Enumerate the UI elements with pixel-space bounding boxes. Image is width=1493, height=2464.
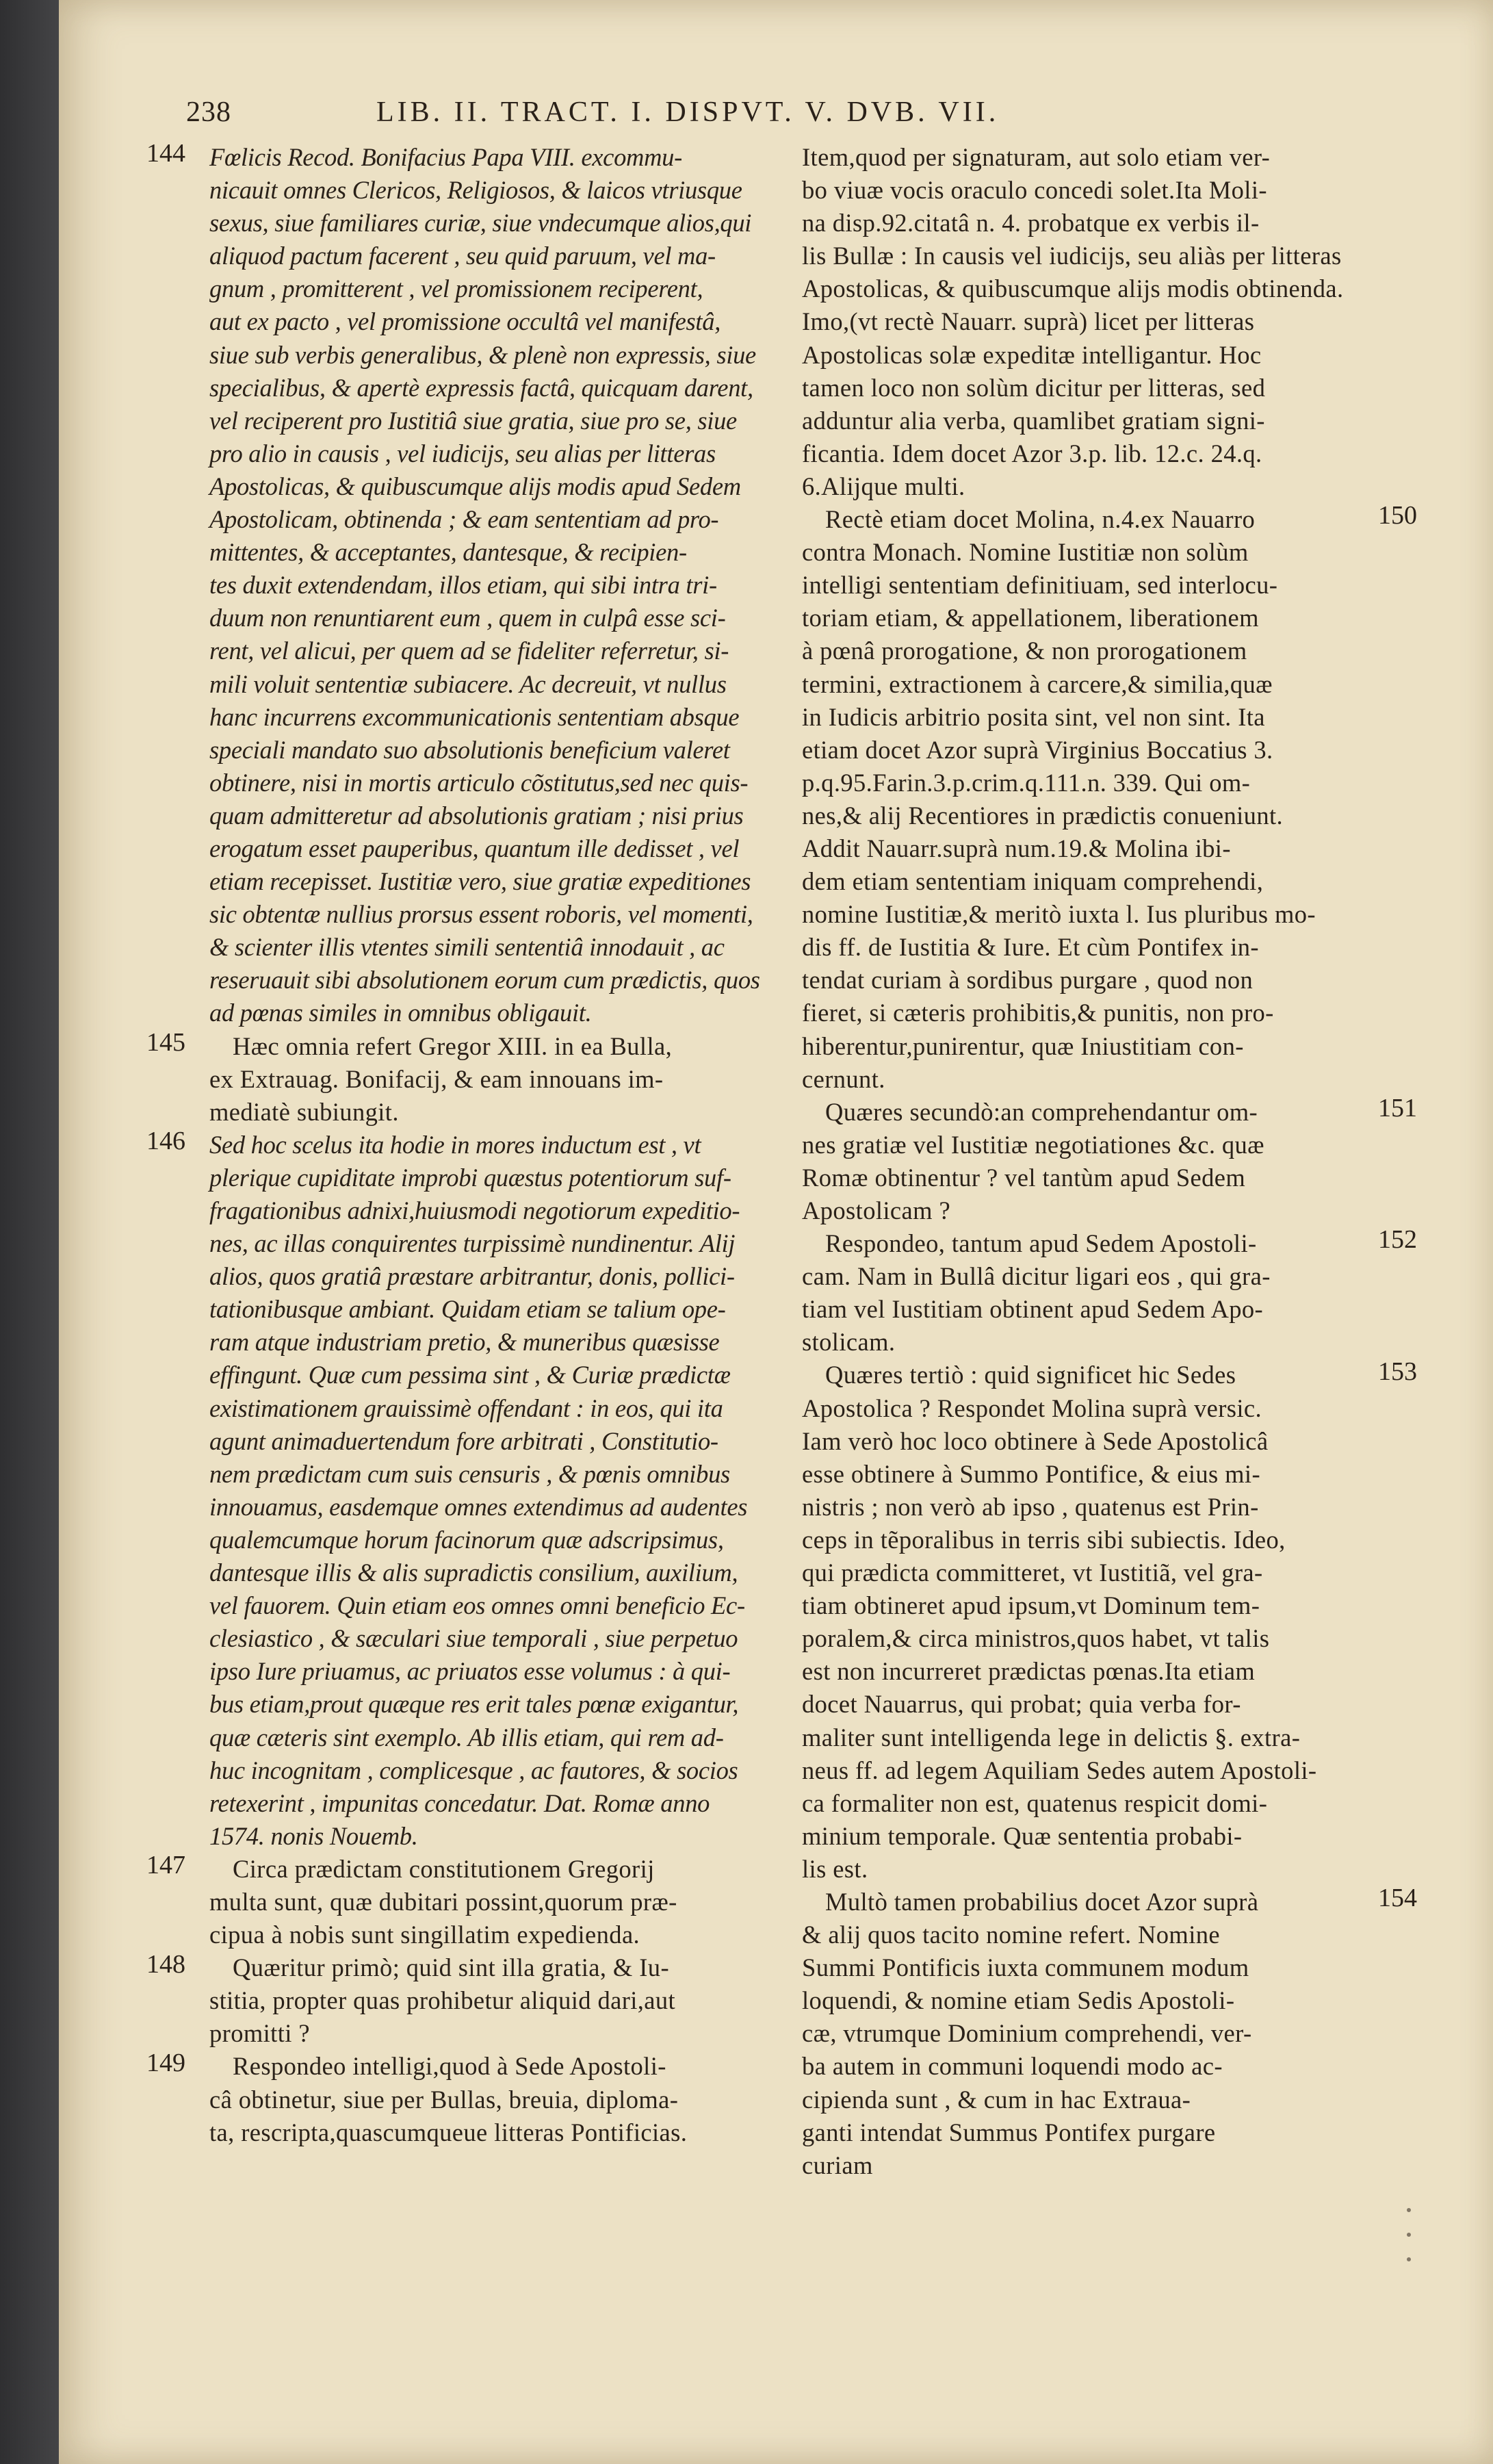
paragraph [802, 1886, 1440, 2182]
text-line: ganti intendat Summus Pontifex purgare [802, 2118, 1216, 2146]
text-line: ficantia. Idem docet Azor 3.p. lib. 12.c. 24.q. [802, 439, 1262, 467]
text-line: mili voluit sententiæ subiacere. Ac decreuit, vt nullus [209, 669, 727, 698]
margin-mark [1407, 2257, 1411, 2261]
text-line: qui prædicta committeret, vt Iustitiã, vel gra- [802, 1558, 1263, 1587]
text-line: Respondeo, tantum apud Sedem Apostoli- [825, 1229, 1257, 1258]
text-line: tationibusque ambiant. Quidam etiam se talium ope- [209, 1295, 726, 1324]
text-line: ba autem in communi loquendi modo ac- [802, 2052, 1223, 2081]
text-line: cernunt. [802, 1064, 885, 1093]
text-line: pro alio in causis , vel iudicijs, seu alias per litteras [209, 439, 716, 467]
text-line: Apostolicam, obtinenda ; & eam sententiam ad pro- [209, 505, 719, 534]
text-line: quam admitteretur ad absolutionis gratiam ; nisi prius [209, 801, 744, 830]
text-line: na disp.92.citatâ n. 4. probatque ex verbis il- [802, 209, 1260, 238]
text-line: promitti ? [209, 2019, 310, 2048]
text-line: ta, rescripta,quascumqueue litteras Pontificias. [209, 2118, 688, 2146]
text-line: Item,quod per signaturam, aut solo etiam ver- [802, 143, 1271, 171]
text-line: Quæres secundò:an comprehendantur om- [825, 1097, 1258, 1126]
book-gutter [0, 0, 59, 2464]
text-line: vel reciperent pro Iustitiâ siue gratia, siue pro se, siue [209, 406, 737, 435]
text-line: Quæritur primò; quid sint illa gratia, & Iu- [233, 1953, 670, 1982]
paragraph [802, 1359, 1440, 1886]
text-line: tes duxit extendendam, illos etiam, qui sibi intra tri- [209, 571, 717, 600]
text-line: clesiastico , & sæculari siue temporali , siue perpetuo [209, 1624, 738, 1653]
paragraph [209, 1129, 836, 1853]
margin-number: 149 [146, 2048, 185, 2077]
text-line: maliter sunt intelligenda lege in delictis §. extra- [802, 1723, 1301, 1751]
text-line: vel fauorem. Quin etiam eos omnes omni beneficio Ec- [209, 1591, 745, 1620]
text-line: dantesque illis & alis supradictis consilium, auxilium, [209, 1558, 738, 1587]
text-line: minium temporale. Quæ sententia probabi- [802, 1821, 1243, 1850]
right-column [802, 141, 1440, 2182]
margin-number: 150 [1378, 501, 1417, 530]
text-line: intelligi sententiam definitiuam, sed interlocu- [802, 571, 1278, 600]
text-line: Apostolicas, & quibuscumque alijs modis obtinenda. [802, 274, 1344, 303]
text-line: bus etiam,prout quæque res erit tales pœnæ exigantur, [209, 1690, 739, 1719]
margin-mark [1407, 2208, 1411, 2212]
text-line: aut ex pacto , vel promissione occultâ vel manifestâ, [209, 307, 721, 336]
text-line: aliquod pactum facerent , seu quid paruum, vel ma- [209, 242, 716, 270]
text-line: qualemcumque horum facinorum quæ adscripsimus, [209, 1525, 724, 1554]
text-line: 1574. nonis Nouemb. [209, 1821, 418, 1850]
text-line: Apostolica ? Respondet Molina suprà versic. [802, 1394, 1262, 1422]
text-line: huc incognitam , complicesque , ac fautores, & socios [209, 1756, 738, 1784]
text-line: nomine Iustitiæ,& meritò iuxta l. Ius pluribus mo- [802, 900, 1316, 929]
text-line: nes,& alij Recentiores in prædictis conueniunt. [802, 801, 1284, 830]
text-line: innouamus, easdemque omnes extendimus ad audentes [209, 1492, 748, 1521]
margin-number: 148 [146, 1949, 185, 1979]
text-line: 6.Alijque multi. [802, 472, 965, 500]
text-line: esse obtinere à Summo Pontifice, & eius mi- [802, 1459, 1261, 1488]
text-line: bo viuæ vocis oraculo concedi solet.Ita Moli- [802, 176, 1267, 205]
text-line: dem etiam sententiam iniquam comprehendi, [802, 867, 1264, 896]
text-line: nes, ac illas conquirentes turpissimè nundinentur. Alij [209, 1229, 736, 1258]
text-line: Iam verò hoc loco obtinere à Sede Apostolicâ [802, 1426, 1269, 1455]
paragraph [209, 2050, 836, 2148]
book-page [59, 0, 1493, 2464]
margin-number: 145 [146, 1027, 185, 1057]
text-line: cæ, vtrumque Dominium comprehendi, ver- [802, 2019, 1252, 2048]
text-line: obtinere, nisi in mortis articulo cõstitutus,sed nec quis- [209, 768, 749, 797]
text-line: Quæres tertiò : quid significet hic Sedes [825, 1361, 1236, 1389]
text-line: lis est. [802, 1854, 868, 1883]
text-line: à pœnâ prorogatione, & non prorogationem [802, 637, 1247, 665]
text-line: Rectè etiam docet Molina, n.4.ex Nauarro [825, 505, 1256, 534]
text-line: termini, extractionem à carcere,& similia,quæ [802, 669, 1273, 698]
text-line: Circa prædictam constitutionem Gregorij [233, 1854, 655, 1883]
text-line: docet Nauarrus, qui probat; quia verba for- [802, 1690, 1241, 1719]
text-line: erogatum esset pauperibus, quantum ille dedisset , vel [209, 834, 740, 862]
margin-mark [1407, 2233, 1411, 2237]
text-line: rent, vel alicui, per quem ad se fideliter referretur, si- [209, 637, 729, 665]
text-line: Respondeo intelligi,quod à Sede Apostoli- [233, 2052, 666, 2081]
text-line: duum non renuntiarent eum , quem in culpâ esse sci- [209, 604, 726, 632]
text-line: & alij quos tacito nomine refert. Nomine [802, 1921, 1220, 1949]
text-line: siue sub verbis generalibus, & plenè non expressis, siue [209, 340, 756, 369]
paragraph [209, 1951, 836, 2050]
text-line: existimationem grauissimè offendant : in eos, qui ita [209, 1394, 723, 1422]
text-line: tendat curiam à sordibus purgare , quod non [802, 966, 1254, 994]
left-column [209, 141, 836, 2149]
text-line: contra Monach. Nomine Iustitiæ non solùm [802, 538, 1249, 567]
text-line: fragationibus adnixi,huiusmodi negotiorum expeditio- [209, 1196, 740, 1224]
text-line: mediatè subiungit. [209, 1097, 399, 1126]
text-line: quæ cæteris sint exemplo. Ab illis etiam, qui rem ad- [209, 1723, 724, 1751]
text-line: loquendi, & nomine etiam Sedis Apostoli- [802, 1986, 1235, 2015]
text-line: toriam etiam, & appellationem, liberationem [802, 604, 1259, 632]
margin-number: 151 [1378, 1093, 1417, 1122]
text-line: multa sunt, quæ dubitari possint,quorum præ- [209, 1887, 677, 1916]
text-line: est non incurreret prædictas pœnas.Ita etiam [802, 1657, 1256, 1686]
margin-number: 147 [146, 1851, 185, 1880]
text-line: ceps in tẽporalibus in terris sibi subiectis. Ideo, [802, 1525, 1286, 1554]
page-number: 238 [186, 97, 231, 128]
text-line: plerique cupiditate improbi quæstus potentiorum suf- [209, 1163, 731, 1192]
text-line: reseruauit sibi absolutionem eorum cum prædictis, quos [209, 966, 760, 994]
text-line: specialibus, & apertè expressis factâ, quicquam darent, [209, 373, 753, 402]
text-line: Sed hoc scelus ita hodie in mores inductum est , vt [209, 1130, 701, 1159]
text-line: poralem,& circa ministros,quos habet, vt talis [802, 1624, 1270, 1653]
running-head: LIB. II. TRACT. I. DISPVT. V. DVB. VII. [376, 97, 1000, 128]
text-line: ex Extrauag. Bonifacij, & eam innouans im- [209, 1064, 664, 1093]
paragraph [209, 1853, 836, 1951]
text-line: Multò tamen probabilius docet Azor suprà [825, 1887, 1259, 1916]
text-line: Summi Pontificis iuxta communem modum [802, 1953, 1249, 1982]
text-line: & scienter illis vtentes simili sententiâ innodauit , ac [209, 933, 725, 962]
paragraph [802, 1227, 1440, 1359]
paragraph [802, 503, 1440, 1096]
text-line: alios, quos gratiâ præstare arbitrantur, donis, pollici- [209, 1262, 735, 1291]
paragraph [802, 1096, 1440, 1227]
text-line: nistris ; non verò ab ipso , quatenus est Prin- [802, 1492, 1259, 1521]
text-line: retexerint , impunitas concedatur. Dat. Romæ anno [209, 1788, 710, 1817]
text-line: gnum , promitterent , vel promissionem reciperent, [209, 274, 703, 303]
text-line: lis Bullæ : In causis vel iudicijs, seu aliàs per litteras [802, 242, 1342, 270]
text-line: Fœlicis Recod. Bonifacius Papa VIII. excommu- [209, 143, 682, 171]
text-line: stolicam. [802, 1328, 896, 1357]
margin-number: 153 [1378, 1357, 1417, 1386]
text-line: curiam [802, 2151, 873, 2179]
paragraph [802, 141, 1440, 503]
text-line: Hæc omnia refert Gregor XIII. in ea Bulla, [233, 1031, 673, 1060]
text-line: hanc incurrens excommunicationis sententiam absque [209, 702, 740, 731]
text-line: mittentes, & acceptantes, dantesque, & recipien- [209, 538, 687, 567]
text-line: ca formaliter non est, quatenus respicit domi- [802, 1788, 1268, 1817]
text-line: nicauit omnes Clericos, Religiosos, & laicos vtriusque [209, 176, 742, 205]
text-line: ad pœnas similes in omnibus obligauit. [209, 999, 592, 1027]
text-line: speciali mandato suo absolutionis beneficium valeret [209, 735, 730, 764]
text-line: dis ff. de Iustitia & Iure. Et cùm Pontifex in- [802, 933, 1259, 962]
paragraph [209, 1030, 836, 1129]
text-line: stitia, propter quas prohibetur aliquid dari,aut [209, 1986, 676, 2015]
text-line: sexus, siue familiares curiæ, siue vndecumque alios,qui [209, 209, 752, 238]
text-line: Apostolicam ? [802, 1196, 951, 1224]
text-line: Addit Nauarr.suprà num.19.& Molina ibi- [802, 834, 1231, 862]
text-line: nes gratiæ vel Iustitiæ negotiationes &c. quæ [802, 1130, 1264, 1159]
text-line: etiam recepisset. Iustitiæ vero, siue gratiæ expeditiones [209, 867, 751, 896]
text-line: adduntur alia verba, quamlibet gratiam signi- [802, 406, 1265, 435]
text-line: Apostolicas solæ expeditæ intelligantur. Hoc [802, 340, 1262, 369]
text-line: tamen loco non solùm dicitur per litteras, sed [802, 373, 1266, 402]
text-line: effingunt. Quæ cum pessima sint , & Curiæ prædictæ [209, 1361, 731, 1389]
text-line: tiam vel Iustitiam obtinent apud Sedem Apo- [802, 1295, 1264, 1324]
text-line: sic obtentæ nullius prorsus essent roboris, vel momenti, [209, 900, 753, 929]
text-line: in Iudicis arbitrio posita sint, vel non sint. Ita [802, 702, 1265, 731]
text-line: Imo,(vt rectè Nauarr. suprà) licet per litteras [802, 307, 1255, 336]
text-line: etiam docet Azor suprà Virginius Boccatius 3. [802, 735, 1273, 764]
text-line: Apostolicas, & quibuscumque alijs modis apud Sedem [209, 472, 741, 500]
text-line: Romæ obtinentur ? vel tantùm apud Sedem [802, 1163, 1246, 1192]
margin-number: 154 [1378, 1884, 1417, 1913]
text-line: câ obtinetur, siue per Bullas, breuia, diploma- [209, 2085, 679, 2114]
text-line: p.q.95.Farin.3.p.crim.q.111.n. 339. Qui om- [802, 768, 1251, 797]
text-line: hiberentur,punirentur, quæ Iniustitiam con- [802, 1031, 1244, 1060]
text-line: ram atque industriam pretio, & muneribus quæsisse [209, 1328, 720, 1357]
margin-number: 152 [1378, 1225, 1417, 1255]
text-line: neus ff. ad legem Aquiliam Sedes autem Apostoli- [802, 1756, 1317, 1784]
margin-number: 144 [146, 139, 185, 168]
paragraph [209, 141, 836, 1030]
text-line: cipienda sunt , & cum in hac Extraua- [802, 2085, 1191, 2114]
text-line: nem prædictam cum suis censuris , & pœnis omnibus [209, 1459, 730, 1488]
text-line: fieret, si cæteris prohibitis,& punitis, non pro- [802, 999, 1274, 1027]
margin-number: 146 [146, 1127, 185, 1155]
text-line: ipso Iure priuamus, ac priuatos esse volumus : à qui- [209, 1657, 731, 1686]
text-line: cam. Nam in Bullâ dicitur ligari eos , qui gra- [802, 1262, 1271, 1291]
text-line: tiam obtineret apud ipsum,vt Dominum tem- [802, 1591, 1260, 1620]
text-line: cipua à nobis sunt singillatim expedienda. [209, 1921, 640, 1949]
text-line: agunt animaduertendum fore arbitrati , Constitutio- [209, 1426, 718, 1455]
